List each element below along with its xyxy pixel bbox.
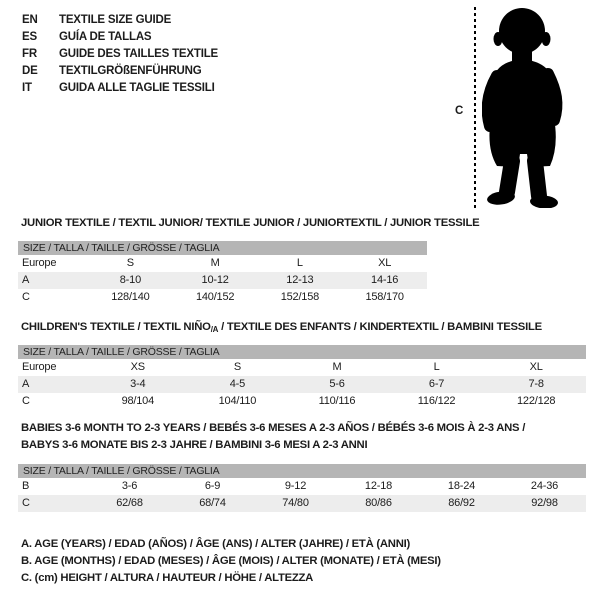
size-cell: 92/98 <box>531 497 558 509</box>
size-cell: 110/116 <box>318 395 356 407</box>
size-cell: 24-36 <box>530 480 559 492</box>
note-height-cm: C. (cm) HEIGHT / ALTURA / HAUTEUR / HÖHE / ALTEZZA <box>21 572 314 584</box>
row-label: A <box>22 274 30 286</box>
language-title: TEXTILE SIZE GUIDE <box>59 14 172 26</box>
measure-c-label: C <box>455 105 464 117</box>
size-header-bar: SIZE / TALLA / TAILLE / GRÖSSE / TAGLIA <box>18 345 586 359</box>
table-row <box>18 495 586 512</box>
junior-table-title: JUNIOR TEXTILE / TEXTIL JUNIOR/ TEXTILE JUNIOR / JUNIORTEXTIL / JUNIOR TESSILE <box>21 217 480 229</box>
table-row <box>18 255 427 272</box>
size-cell: 8-10 <box>119 274 141 286</box>
table-row <box>18 289 427 306</box>
size-cell: 12-13 <box>286 274 314 286</box>
language-row-de <box>22 63 218 80</box>
table-row <box>18 393 586 410</box>
size-cell: 74/80 <box>282 497 309 509</box>
table-row <box>18 478 586 495</box>
size-header-bar: SIZE / TALLA / TAILLE / GRÖSSE / TAGLIA <box>18 241 427 255</box>
row-label: C <box>22 291 30 303</box>
table-row <box>18 376 586 393</box>
size-cell: 12-18 <box>364 480 393 492</box>
row-label: C <box>22 395 30 407</box>
size-cell: 122/128 <box>516 395 556 407</box>
size-cell: 18-24 <box>447 480 476 492</box>
language-row-fr <box>22 46 218 63</box>
babies-size-table <box>18 464 586 512</box>
language-title: GUIDA ALLE TAGLIE TESSILI <box>59 82 215 94</box>
language-title: GUIDE DES TAILLES TEXTILE <box>59 48 218 60</box>
babies-table-title-line2: BABYS 3-6 MONATE BIS 2-3 JAHRE / BAMBINI 3-6 MESI A 2-3 ANNI <box>21 439 368 451</box>
size-cell: 9-12 <box>284 480 307 492</box>
size-cell: L <box>433 361 440 373</box>
language-row-it <box>22 80 218 97</box>
footnotes <box>21 536 441 587</box>
babies-table-title-line1: BABIES 3-6 MONTH TO 2-3 YEARS / BEBÉS 3-6 MESES A 2-3 AÑOS / BÉBÉS 3-6 MOIS À 2-3 ANS / <box>21 422 526 434</box>
children-size-table <box>18 345 586 410</box>
language-code: FR <box>22 48 37 60</box>
language-code: EN <box>22 14 38 26</box>
children-title-sub: /A <box>210 325 219 334</box>
junior-size-table <box>18 241 427 306</box>
size-cell: L <box>296 257 303 269</box>
language-row-en <box>22 12 218 29</box>
size-cell: M <box>332 361 342 373</box>
note-age-years: A. AGE (YEARS) / EDAD (AÑOS) / ÂGE (ANS) / ALTER (JAHRE) / ETÀ (ANNI) <box>21 538 411 550</box>
table-row <box>18 359 586 376</box>
size-cell: 3-4 <box>130 378 146 390</box>
size-cell: 4-5 <box>229 378 246 390</box>
row-label: C <box>22 497 30 509</box>
language-title: GUÍA DE TALLAS <box>59 31 152 43</box>
note-age-months: B. AGE (MONTHS) / EDAD (MESES) / ÂGE (MOIS) / ALTER (MONATE) / ETÀ (MESI) <box>21 555 441 567</box>
row-label: B <box>22 480 30 492</box>
size-cell: 3-6 <box>121 480 138 492</box>
size-cell: M <box>210 257 220 269</box>
size-cell: XL <box>378 257 392 269</box>
height-measure-dashed-line <box>474 7 476 209</box>
language-code: IT <box>22 82 32 94</box>
children-table-title <box>21 321 542 334</box>
size-cell: 128/140 <box>111 291 150 303</box>
size-cell: XL <box>529 361 543 373</box>
children-title-pre: CHILDREN'S TEXTILE / TEXTIL NIÑO <box>21 321 211 333</box>
row-label: A <box>22 378 30 390</box>
size-header-bar: SIZE / TALLA / TAILLE / GRÖSSE / TAGLIA <box>18 464 586 478</box>
language-list <box>22 12 218 97</box>
size-cell: 98/104 <box>121 395 155 407</box>
size-cell: 68/74 <box>199 497 226 509</box>
language-code: DE <box>22 65 38 77</box>
size-cell: 116/122 <box>417 395 456 407</box>
size-cell: 158/170 <box>365 291 404 303</box>
size-cell: 104/110 <box>218 395 257 407</box>
children-title-post: / TEXTILE DES ENFANTS / KINDERTEXTIL / BAMBINI TESSILE <box>218 321 542 333</box>
size-cell: 140/152 <box>195 291 235 303</box>
size-cell: S <box>233 361 241 373</box>
row-label: Europe <box>22 257 57 269</box>
size-cell: XS <box>130 361 145 373</box>
language-title: TEXTILGRÖßENFÜHRUNG <box>59 65 202 77</box>
size-cell: 6-9 <box>204 480 221 492</box>
size-cell: 86/92 <box>448 497 475 509</box>
language-code: ES <box>22 31 37 43</box>
row-label: Europe <box>22 361 57 373</box>
size-cell: 7-8 <box>528 378 544 390</box>
size-cell: 80/86 <box>365 497 392 509</box>
toddler-silhouette-icon <box>482 6 574 208</box>
language-row-es <box>22 29 218 46</box>
size-cell: 10-12 <box>201 274 229 286</box>
size-cell: 14-16 <box>371 274 399 286</box>
size-cell: 6-7 <box>428 378 445 390</box>
size-cell: 5-6 <box>329 378 345 390</box>
size-cell: 152/158 <box>280 291 320 303</box>
size-cell: 62/68 <box>116 497 143 509</box>
table-row <box>18 272 427 289</box>
size-cell: S <box>126 257 134 269</box>
